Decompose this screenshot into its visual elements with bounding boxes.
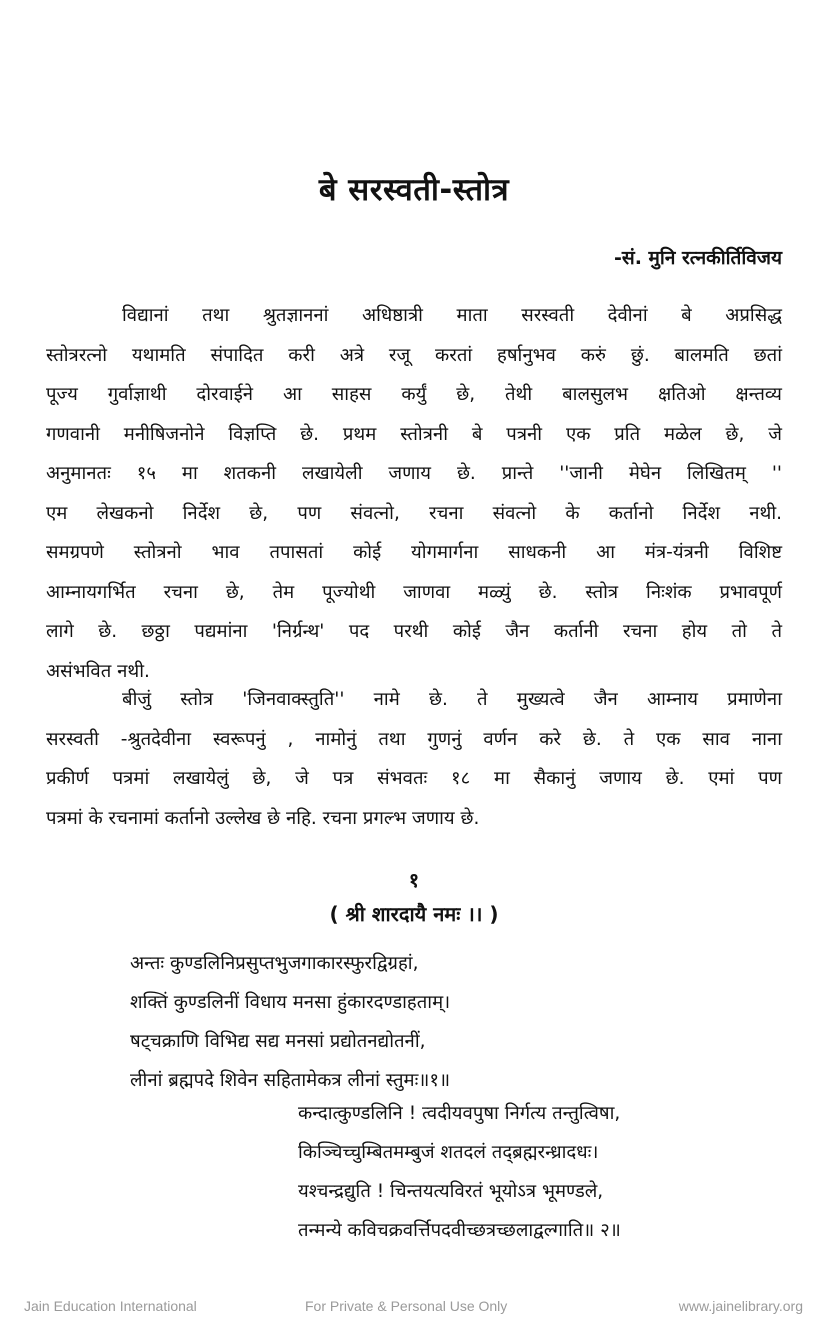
- verse-line: शक्तिं कुण्डलिनीं विधाय मनसा हुंकारदण्डाहताम्।: [130, 992, 451, 1013]
- paragraph-line: बीजुं स्तोत्र 'जिनवाक्स्तुति'' नामे छे. ते मुख्यत्वे जैन आम्नाय प्रमाणेना: [122, 689, 782, 710]
- paragraph-line: समग्रपणे स्तोत्रनो भाव तपासतां कोई योगमार्गना साधकनी आ मंत्र-यंत्रनी विशिष्ट: [46, 542, 782, 563]
- page-title: बे सरस्वती-स्तोत्र: [318, 172, 510, 208]
- paragraph-line: एम लेखकनो निर्देश छे, पण संवत्नो, रचना संवत्नो के कर्तानो निर्देश नथी.: [46, 502, 782, 524]
- paragraph-line: अनुमानतः १५ मा शतकनी लखायेली जणाय छे. प्रान्ते ''जानी मेघेन लिखितम् '': [46, 463, 782, 484]
- paragraph-line: गणवानी मनीषिजनोने विज्ञप्ति छे. प्रथम स्तोत्रनी बे पत्रनी एक प्रति मळेल छे, जे: [46, 423, 782, 445]
- paragraph-line: आम्नायगर्भित रचना छे, तेम पूज्योथी जाणवा मळ्युं छे. स्तोत्र निःशंक प्रभावपूर्ण: [46, 581, 782, 603]
- author-credit: -सं. मुनि रत्नकीर्तिविजय: [613, 247, 782, 269]
- verse-line: कन्दात्कुण्डलिनि ! त्वदीयवपुषा निर्गत्य तन्तुत्विषा,: [298, 1103, 621, 1124]
- paragraph-line: सरस्वती -श्रुतदेवीना स्वरूपनुं , नामोनुं तथा गुणनुं वर्णन करे छे. ते एक साव नाना: [46, 728, 782, 750]
- verse-1: [130, 944, 450, 1100]
- intro-paragraph-2: [46, 680, 782, 838]
- verse-line: षट्चक्राणि विभिद्य सद्य मनसां प्रद्योतनद्योतनीं,: [130, 1031, 426, 1052]
- paragraph-line: स्तोत्ररत्नो यथामति संपादित करी अत्रे रजू करतां हर्षानुभव करुं छुं. बालमति छतां: [46, 344, 782, 366]
- verse-line: यश्चन्द्रद्युति ! चिन्तयत्यविरतं भूयोऽत्र भूमण्डले,: [298, 1181, 604, 1202]
- verse-line: अन्तः कुण्डलिनिप्रसुप्तभुजगाकारस्फुरद्विग्रहां,: [130, 953, 419, 974]
- paragraph-line: असंभवित नथी.: [46, 660, 150, 682]
- verse-line: तन्मन्ये कविचक्रवर्त्तिपदवीच्छत्रच्छलाद्वल्गाति॥ २॥: [298, 1220, 621, 1241]
- verse-line: किञ्चिच्चुम्बितमम्बुजं शतदलं तद्ब्रह्मरन्ध्रादधः।: [298, 1142, 599, 1163]
- paragraph-line: पूज्य गुर्वाज्ञाथी दोरवाईने आ साहस कर्युं छे, तेथी बालसुलभ क्षतिओ क्षन्तव्य: [46, 384, 782, 405]
- footer-website-link[interactable]: www.jainelibrary.org: [678, 1298, 803, 1314]
- intro-paragraph-1: [46, 296, 782, 691]
- paragraph-line: लागे छे. छठ्ठा पद्यमांना 'निर्ग्रन्थ' पद परथी कोई जैन कर्तानी रचना होय तो ते: [46, 621, 782, 642]
- section-number: १: [408, 868, 420, 892]
- verse-2: [298, 1094, 621, 1250]
- footer-publisher: Jain Education International: [24, 1298, 197, 1314]
- paragraph-line: प्रकीर्ण पत्रमां लखायेलुं छे, जे पत्र संभवतः १८ मा सैकानुं जणाय छे. एमां पण: [46, 768, 782, 789]
- paragraph-line: पत्रमां के रचनामां कर्तानो उल्लेख छे नहि. रचना प्रगल्भ जणाय छे.: [46, 807, 480, 829]
- footer-usage-notice: For Private & Personal Use Only: [305, 1298, 508, 1314]
- invocation-heading: ( श्री शारदायै नमः ।। ): [329, 902, 499, 926]
- verse-line: लीनां ब्रह्मपदे शिवेन सहितामेकत्र लीनां स्तुमः॥१॥: [130, 1070, 451, 1091]
- paragraph-line: विद्यानां तथा श्रुतज्ञाननां अधिष्ठात्री माता सरस्वती देवीनां बे अप्रसिद्ध: [122, 305, 782, 326]
